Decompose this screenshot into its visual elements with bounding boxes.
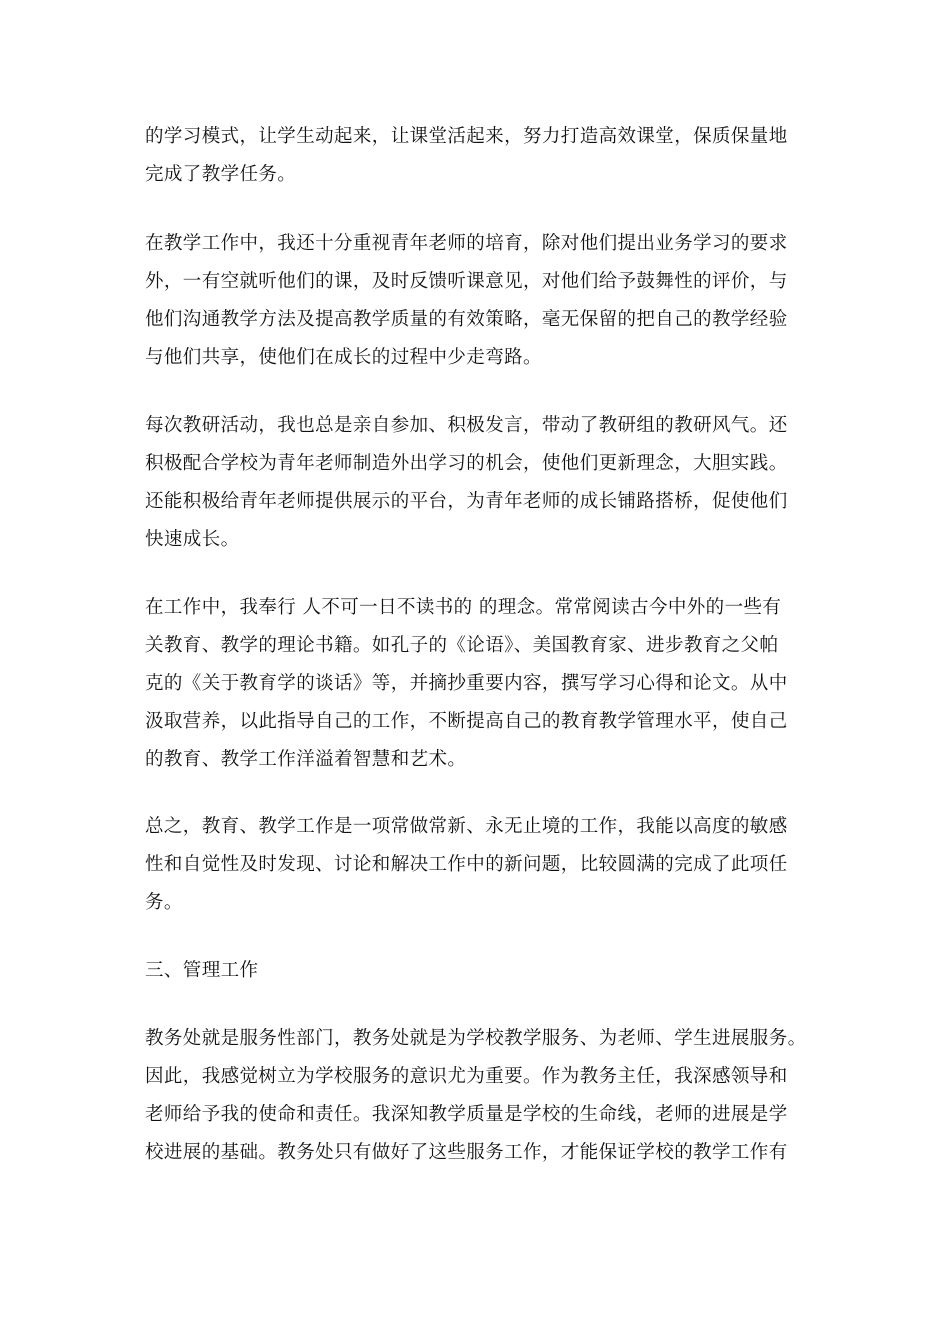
section-heading: 三、管理工作 (145, 960, 259, 981)
text-line: 在工作中，我奉行 人不可一日不读书的 的理念。常常阅读古今中外的一些有 (145, 597, 782, 618)
text-line: 与他们共享，使他们在成长的过程中少走弯路。 (145, 347, 542, 368)
text-line: 每次教研活动，我也总是亲自参加、积极发言，带动了教研组的教研风气。还 (145, 415, 788, 436)
text-line: 完成了教学任务。 (145, 164, 297, 185)
text-line: 的教育、教学工作洋溢着智慧和艺术。 (145, 749, 467, 770)
text-line: 外，一有空就听他们的课，及时反馈听课意见，对他们给予鼓舞性的评价，与 (145, 271, 788, 292)
text-line: 老师给予我的使命和责任。我深知教学质量是学校的生命线，老师的进展是学 (145, 1104, 788, 1125)
text-line: 汲取营养，以此指导自己的工作，不断提高自己的教育教学管理水平，使自己 (145, 711, 788, 732)
text-line: 教务处就是服务性部门，教务处就是为学校教学服务、为老师、学生进展服务。 (145, 1028, 807, 1049)
text-line: 克的《关于教育学的谈话》等，并摘抄重要内容，撰写学习心得和论文。从中 (145, 673, 788, 694)
text-line: 性和自觉性及时发现、讨论和解决工作中的新问题，比较圆满的完成了此项任 (145, 854, 788, 875)
text-line: 务。 (145, 892, 183, 913)
text-line: 在教学工作中，我还十分重视青年老师的培育，除对他们提出业务学习的要求 (145, 233, 788, 254)
text-line: 校进展的基础。教务处只有做好了这些服务工作，才能保证学校的教学工作有 (145, 1142, 788, 1163)
text-line: 快速成长。 (145, 529, 240, 550)
text-line: 关教育、教学的理论书籍。如孔子的《论语》、美国教育家、进步教育之父帕 (145, 635, 779, 656)
text-line: 积极配合学校为青年老师制造外出学习的机会，使他们更新理念，大胆实践。 (145, 453, 788, 474)
text-line: 他们沟通教学方法及提高教学质量的有效策略，毫无保留的把自己的教学经验 (145, 309, 788, 330)
text-line: 的学习模式，让学生动起来，让课堂活起来，努力打造高效课堂，保质保量地 (145, 126, 788, 147)
text-line: 因此，我感觉树立为学校服务的意识尤为重要。作为教务主任，我深感领导和 (145, 1066, 788, 1087)
text-line: 总之，教育、教学工作是一项常做常新、永无止境的工作，我能以高度的敏感 (145, 816, 788, 837)
text-line: 还能积极给青年老师提供展示的平台，为青年老师的成长铺路搭桥，促使他们 (145, 491, 788, 512)
